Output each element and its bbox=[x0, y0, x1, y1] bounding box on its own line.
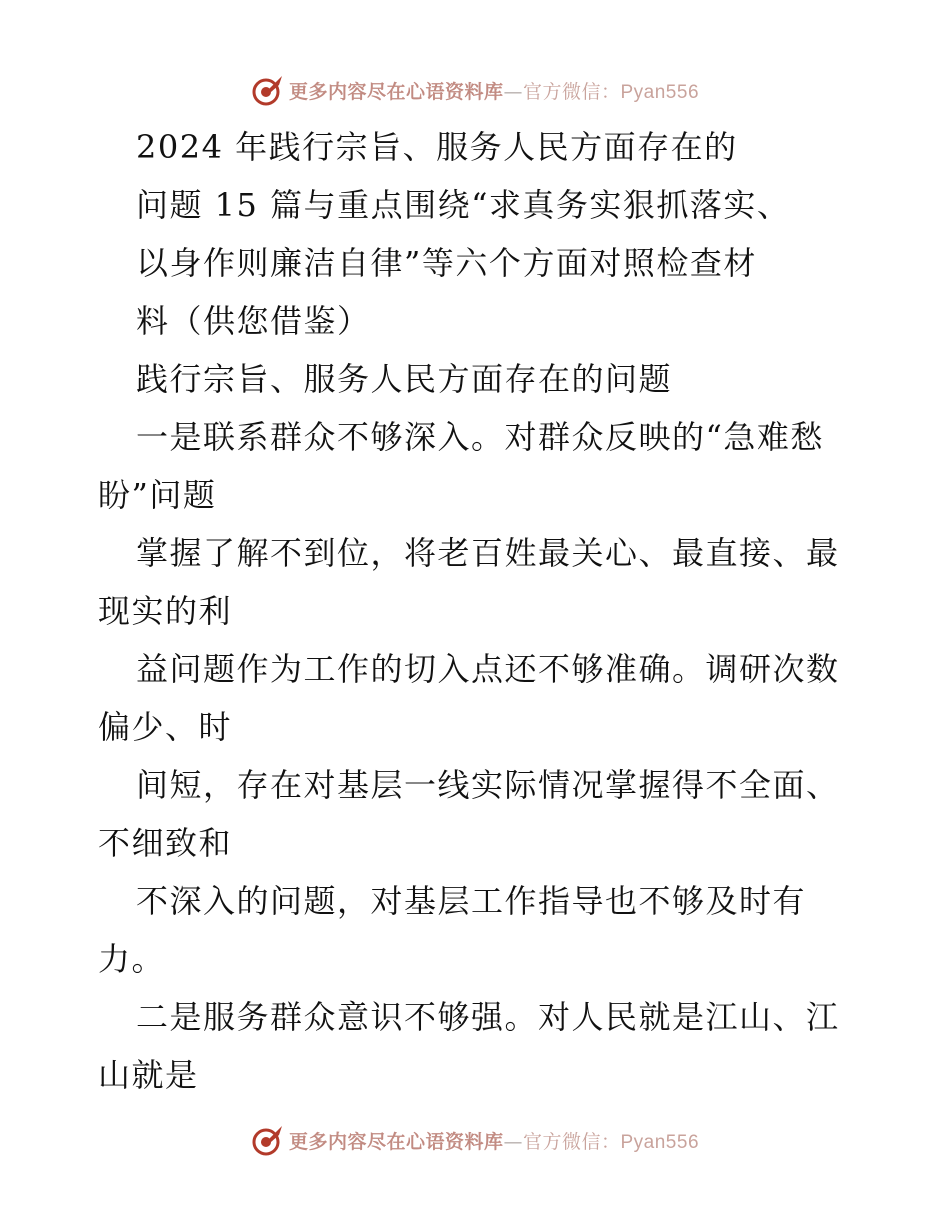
banner-brand: 更多内容尽在心语资料库 bbox=[288, 1130, 504, 1153]
title-line: 以身作则廉洁自律”等六个方面对照检查材 bbox=[136, 244, 757, 282]
body-paragraph: 一是联系群众不够深入。对群众反映的“急难愁盼”问题 bbox=[98, 418, 824, 514]
body-paragraph: 不深入的问题，对基层工作指导也不够及时有力。 bbox=[98, 882, 807, 978]
section-heading: 践行宗旨、服务人民方面存在的问题 bbox=[136, 360, 673, 398]
body-paragraph: 益问题作为工作的切入点还不够准确。调研次数偏少、时 bbox=[98, 650, 840, 746]
body-paragraph: 二是服务群众意识不够强。对人民就是江山、江山就是 bbox=[98, 998, 840, 1094]
banner-brand: 更多内容尽在心语资料库 bbox=[288, 80, 504, 103]
body-paragraph: 间短，存在对基层一线实际情况掌握得不全面、不细致和 bbox=[98, 766, 840, 862]
body-paragraph: 掌握了解不到位，将老百姓最关心、最直接、最现实的利 bbox=[98, 534, 840, 630]
banner-wechat-id: Pyan556 bbox=[620, 81, 700, 103]
title-line: 2024 年践行宗旨、服务人民方面存在的 bbox=[136, 128, 738, 166]
banner-official: 官方微信： bbox=[522, 1130, 621, 1153]
banner-wechat-id: Pyan556 bbox=[620, 1131, 700, 1153]
document-body bbox=[98, 118, 858, 1104]
header-watermark bbox=[0, 70, 950, 110]
quill-logo-icon bbox=[251, 73, 285, 107]
banner-official: 官方微信： bbox=[522, 80, 621, 103]
footer-watermark bbox=[0, 1120, 950, 1160]
quill-logo-icon bbox=[251, 1123, 285, 1157]
banner-separator: — bbox=[503, 80, 523, 103]
title-line: 问题 15 篇与重点围绕“求真务实狠抓落实、 bbox=[136, 186, 791, 224]
title-line: 料（供您借鉴） bbox=[136, 302, 371, 340]
banner-separator: — bbox=[503, 1130, 523, 1153]
